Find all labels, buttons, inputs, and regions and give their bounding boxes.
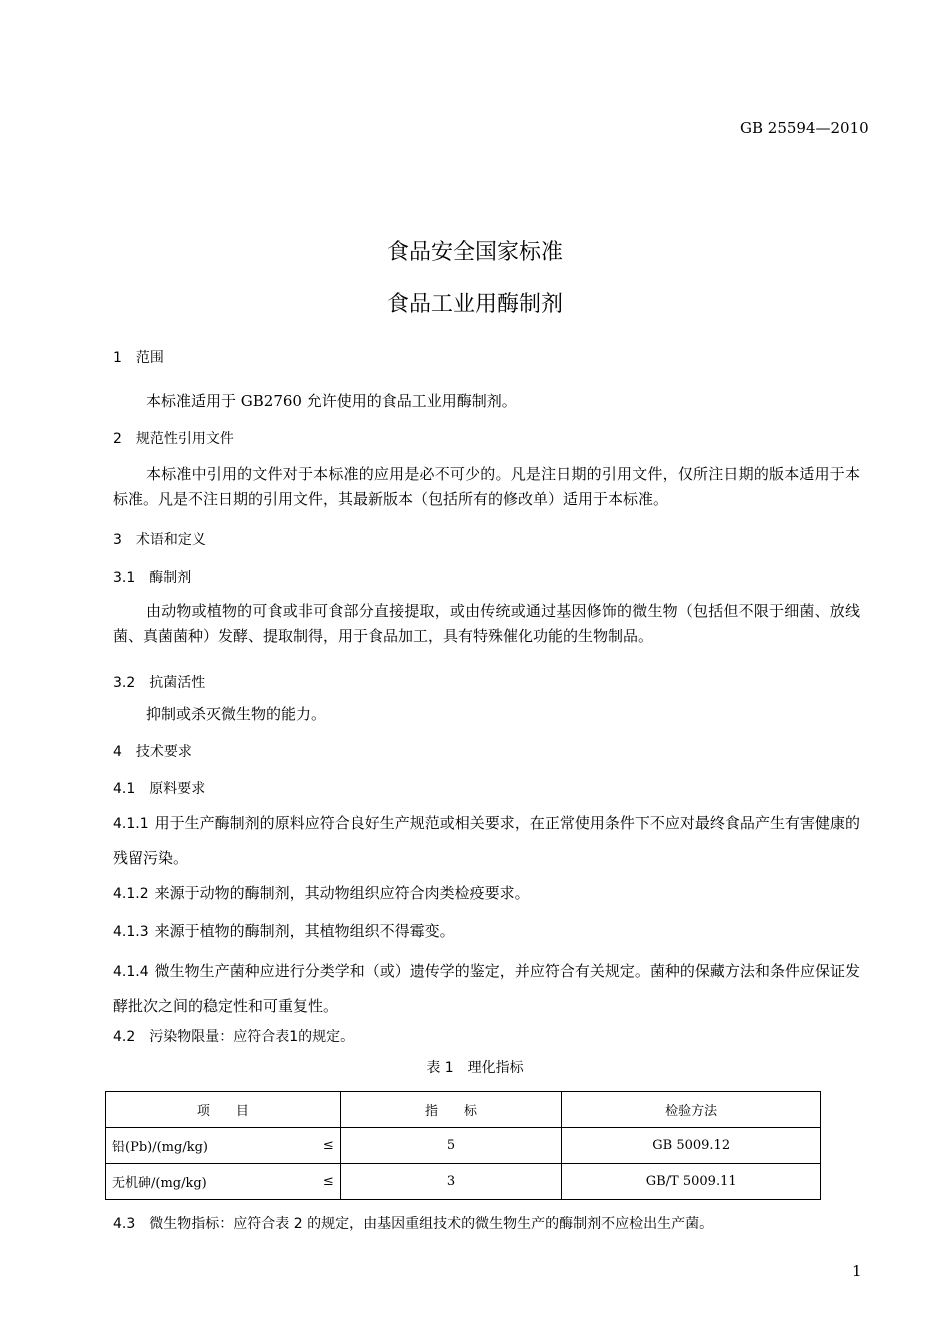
table-header-row [106, 1092, 821, 1128]
item-name: 铅(Pb)/(mg/kg) [112, 1140, 208, 1155]
table-cell-item [106, 1164, 341, 1200]
section-3-heading: 3 术语和定义 [113, 532, 206, 548]
section-4-1-1-text: 用于生产酶制剂的原料应符合良好生产规范或相关要求，在正常使用条件下不应对最终食品产生有害健康的残留污染。 [113, 814, 860, 867]
table-1 [105, 1091, 821, 1200]
section-4-1-1-number: 4.1.1 [113, 816, 149, 832]
table-row [106, 1128, 821, 1164]
section-4-3-heading: 4.3 微生物指标：应符合表 2 的规定，由基因重组技术的微生物生产的酶制剂不应检出生产菌。 [113, 1216, 714, 1232]
section-4-1-3-number: 4.1.3 [113, 924, 149, 940]
section-4-1-1 [113, 806, 860, 875]
document-title-line1: 食品安全国家标准 [386, 240, 563, 265]
section-4-1-3 [113, 920, 455, 941]
table-cell-method: GB 5009.12 [562, 1128, 821, 1164]
section-4-1-2-text: 来源于动物的酶制剂，其动物组织应符合肉类检疫要求。 [154, 884, 530, 902]
table-cell-value: 3 [340, 1164, 562, 1200]
section-4-1-2 [113, 882, 530, 903]
section-2-heading: 2 规范性引用文件 [113, 431, 234, 447]
table-cell-item [106, 1128, 341, 1164]
section-3-1-text: 由动物或植物的可食或非可食部分直接提取，或由传统或通过基因修饰的微生物（包括但不限于细菌、放线菌、真菌菌种）发酵、提取制得，用于食品加工，具有特殊催化功能的生物制品。 [113, 602, 860, 645]
section-4-1-4-number: 4.1.4 [113, 964, 149, 980]
item-name: 无机砷/(mg/kg) [112, 1176, 207, 1191]
table-header-value: 指 标 [340, 1092, 562, 1128]
standard-code: GB 25594—2010 [740, 119, 869, 137]
section-4-heading: 4 技术要求 [113, 744, 192, 760]
document-title-line2: 食品工业用酶制剂 [386, 292, 563, 317]
table-header-method: 检验方法 [562, 1092, 821, 1128]
table-header-item: 项 目 [106, 1092, 341, 1128]
section-3-1-heading: 3.1 酶制剂 [113, 570, 192, 586]
table-1-caption: 表 1 理化指标 [426, 1060, 524, 1076]
section-3-2-text: 抑制或杀灭微生物的能力。 [146, 705, 327, 723]
section-1-text: 本标准适用于 GB2760 允许使用的食品工业用酶制剂。 [146, 392, 517, 410]
section-3-2-heading: 3.2 抗菌活性 [113, 675, 206, 691]
table-cell-method: GB/T 5009.11 [562, 1164, 821, 1200]
section-4-1-4 [113, 954, 860, 1023]
section-4-2-heading: 4.2 污染物限量：应符合表1的规定。 [113, 1029, 355, 1045]
le-symbol: ≤ [322, 1174, 334, 1189]
section-4-1-3-text: 来源于植物的酶制剂，其植物组织不得霉变。 [154, 922, 455, 940]
table-row [106, 1164, 821, 1200]
section-1-heading: 1 范围 [113, 350, 164, 366]
section-4-1-heading: 4.1 原料要求 [113, 781, 206, 797]
section-4-1-4-text: 微生物生产菌种应进行分类学和（或）遗传学的鉴定，并应符合有关规定。菌种的保藏方法和条件应保证发酵批次之间的稳定性和可重复性。 [113, 962, 860, 1015]
page-number: 1 [852, 1262, 862, 1280]
section-4-1-2-number: 4.1.2 [113, 886, 149, 902]
table-cell-value: 5 [340, 1128, 562, 1164]
le-symbol: ≤ [322, 1138, 334, 1153]
section-2-text: 本标准中引用的文件对于本标准的应用是必不可少的。凡是注日期的引用文件，仅所注日期的版本适用于本标准。凡是不注日期的引用文件，其最新版本（包括所有的修改单）适用于本标准。 [113, 465, 860, 508]
